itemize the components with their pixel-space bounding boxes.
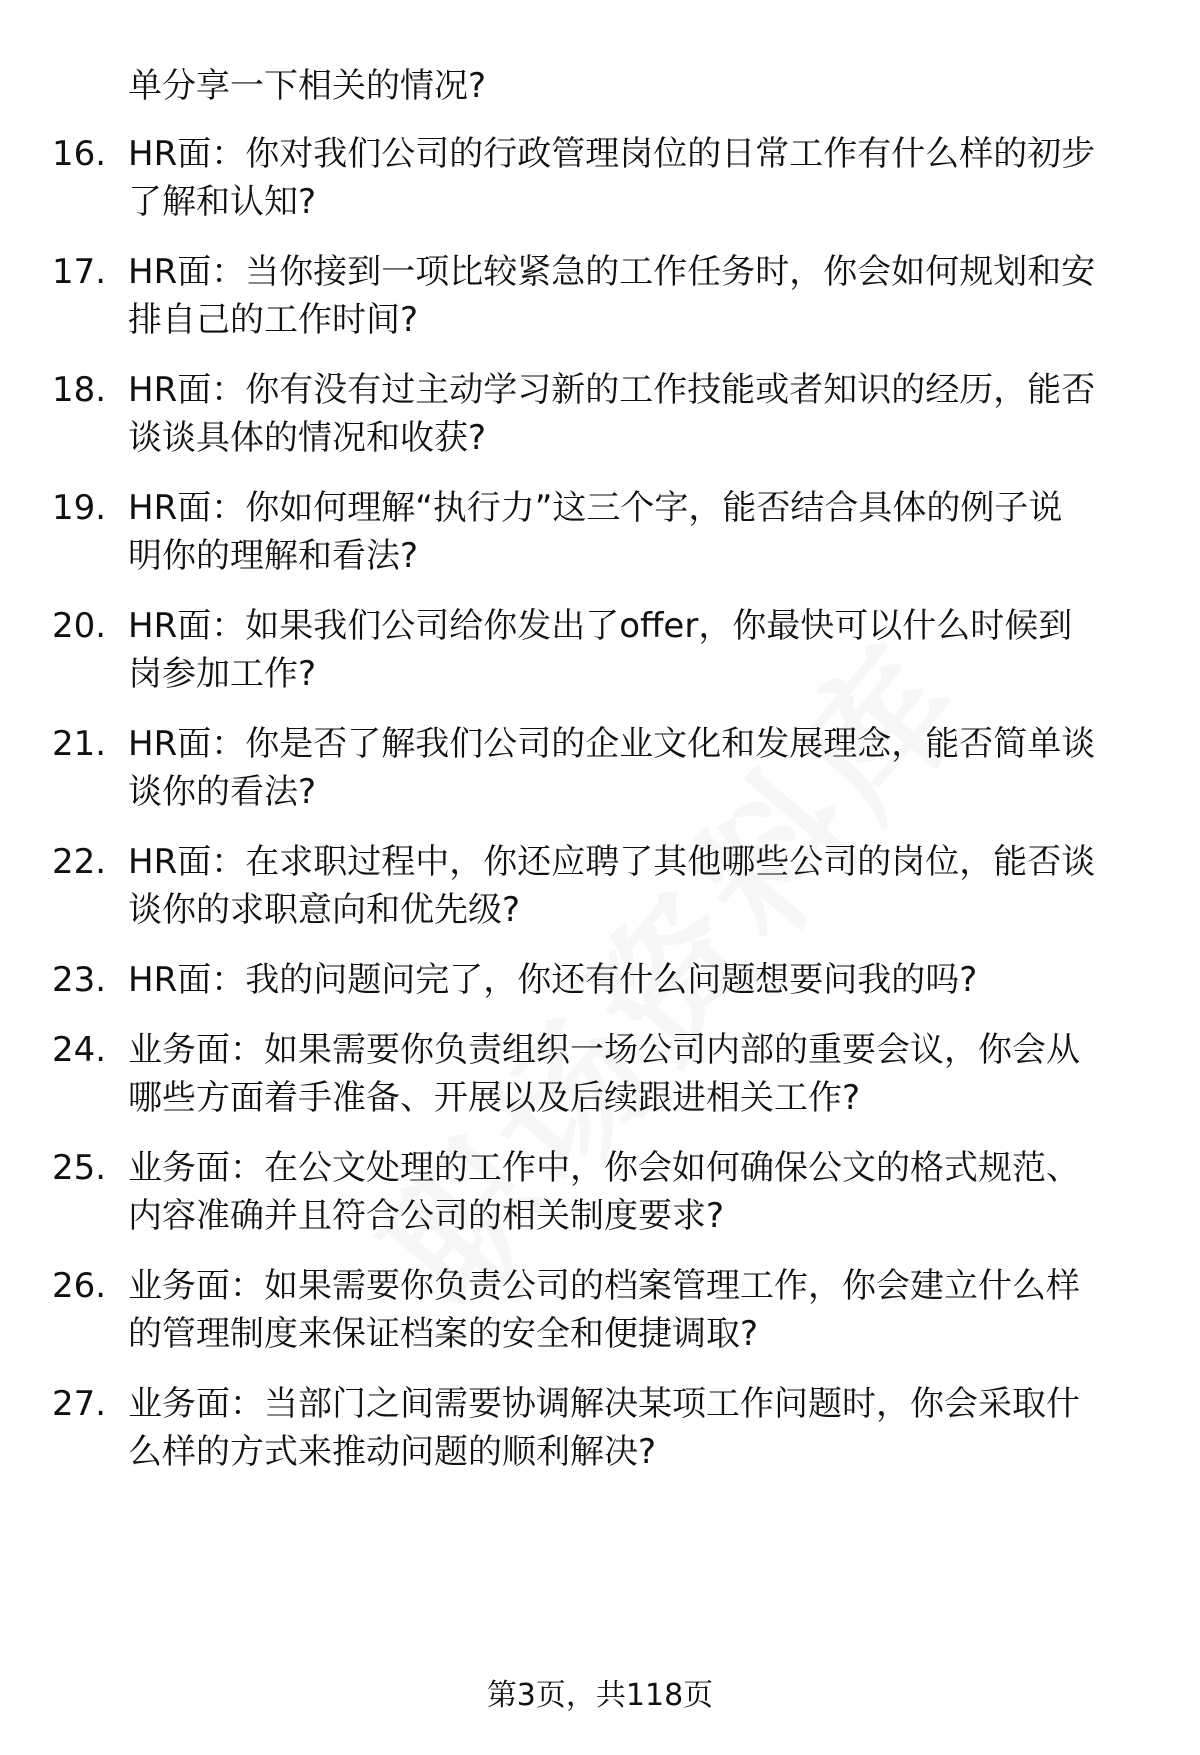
item-number: 20. — [52, 606, 107, 646]
item-line: 的管理制度来保证档案的安全和便捷调取? — [128, 1314, 759, 1354]
item-text — [128, 602, 1158, 698]
item-text — [128, 1144, 1158, 1240]
item-line: HR面：如果我们公司给你发出了offer，你最快可以什么时候到 — [128, 606, 1073, 646]
item-text — [128, 1380, 1158, 1476]
page-footer: 第3页，共118页 — [486, 1678, 714, 1713]
item-number: 19. — [52, 488, 107, 528]
item-text — [128, 720, 1158, 816]
item-line: 么样的方式来推动问题的顺利解决? — [128, 1432, 657, 1472]
item-line: HR面：你是否了解我们公司的企业文化和发展理念，能否简单谈 — [128, 724, 1096, 764]
item-line: 谈你的看法? — [128, 772, 317, 812]
item-number: 22. — [52, 842, 107, 882]
item-line: 岗参加工作? — [128, 654, 317, 694]
item-line: 业务面：在公文处理的工作中，你会如何确保公文的格式规范、 — [128, 1148, 1080, 1188]
item-line: HR面：你如何理解“执行力”这三个字，能否结合具体的例子说 — [128, 488, 1063, 528]
continuation-line: 单分享一下相关的情况? — [128, 66, 487, 106]
item-number: 17. — [52, 252, 107, 292]
item-number: 23. — [52, 960, 107, 1000]
item-line: 明你的理解和看法? — [128, 536, 419, 576]
item-number: 24. — [52, 1030, 107, 1070]
item-text — [128, 1262, 1158, 1358]
item-text — [128, 484, 1158, 580]
item-line: 内容准确并且符合公司的相关制度要求? — [128, 1196, 725, 1236]
item-text — [128, 248, 1158, 344]
item-line: 业务面：如果需要你负责公司的档案管理工作，你会建立什么样 — [128, 1266, 1080, 1306]
item-number: 18. — [52, 370, 107, 410]
item-line: 排自己的工作时间? — [128, 300, 419, 340]
item-line: HR面：你有没有过主动学习新的工作技能或者知识的经历，能否 — [128, 370, 1096, 410]
item-text — [128, 956, 1158, 1004]
item-line: 哪些方面着手准备、开展以及后续跟进相关工作? — [128, 1078, 861, 1118]
item-line: 了解和认知? — [128, 182, 317, 222]
item-line: 业务面：当部门之间需要协调解决某项工作问题时，你会采取什 — [128, 1384, 1080, 1424]
item-line: HR面：在求职过程中，你还应聘了其他哪些公司的岗位，能否谈 — [128, 842, 1096, 882]
item-line: 谈谈具体的情况和收获? — [128, 418, 487, 458]
item-line: HR面：我的问题问完了，你还有什么问题想要问我的吗? — [128, 960, 978, 1000]
item-text — [128, 1026, 1158, 1122]
item-number: 25. — [52, 1148, 107, 1188]
item-text — [128, 130, 1158, 226]
item-text — [128, 838, 1158, 934]
item-number: 26. — [52, 1266, 107, 1306]
item-number: 16. — [52, 134, 107, 174]
item-number: 27. — [52, 1384, 107, 1424]
item-text — [128, 366, 1158, 462]
item-line: 谈你的求职意向和优先级? — [128, 890, 521, 930]
item-line: 业务面：如果需要你负责组织一场公司内部的重要会议，你会从 — [128, 1030, 1080, 1070]
item-line: HR面：你对我们公司的行政管理岗位的日常工作有什么样的初步 — [128, 134, 1096, 174]
item-number: 21. — [52, 724, 107, 764]
item-line: HR面：当你接到一项比较紧急的工作任务时，你会如何规划和安 — [128, 252, 1096, 292]
